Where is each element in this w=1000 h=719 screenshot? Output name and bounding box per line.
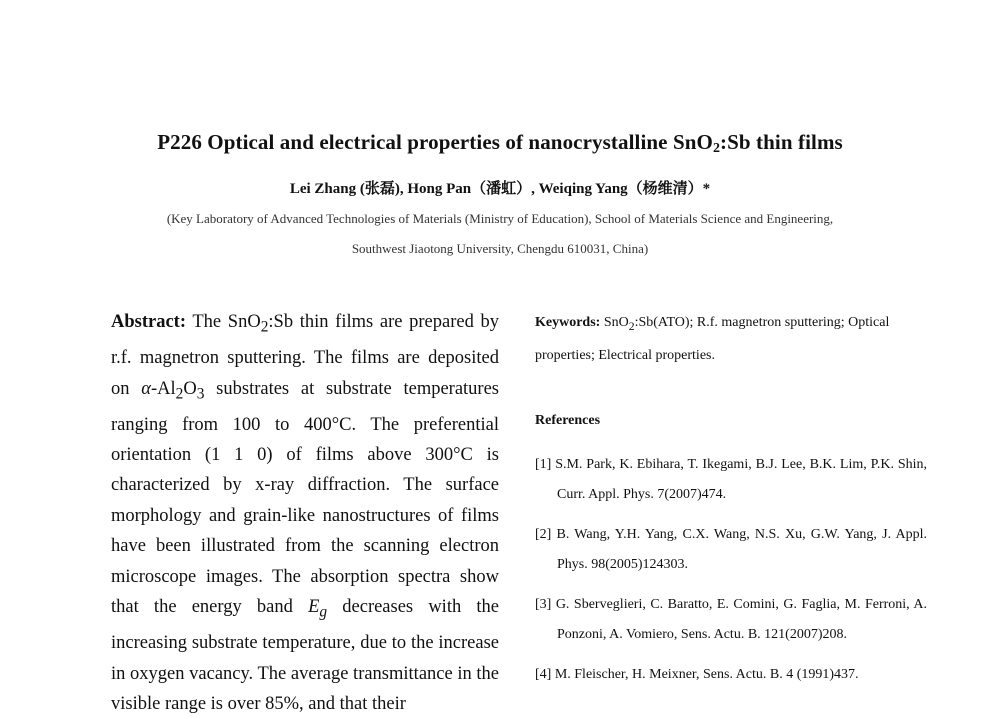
alpha-symbol: α (141, 378, 151, 399)
references-heading: References (535, 413, 601, 428)
reference-item: [4] M. Fleischer, H. Meixner, Sens. Actu. B. 4 (1991)437. (535, 667, 859, 682)
references-list (535, 450, 927, 700)
abstract-subscript: 2 (175, 385, 184, 403)
author-list: Lei Zhang (张磊), Hong Pan（潘虹）, Weiqing Yang（杨维清）* (289, 181, 711, 197)
abstract-text: -Al (150, 378, 176, 399)
keywords-subscript: 2 (628, 319, 635, 333)
keywords-label: Keywords: (535, 315, 601, 330)
paper-title (0, 130, 1000, 157)
energy-subscript: g (319, 603, 328, 621)
title-subscript: 2 (712, 141, 721, 156)
title-text: P226 Optical and electrical properties of nanocrystalline SnO (157, 130, 713, 154)
keywords-text: :Sb(ATO); R.f. magnetron sputtering; Optical properties; Electrical properties. (535, 315, 890, 363)
reference-item: [2] B. Wang, Y.H. Yang, C.X. Wang, N.S. Xu, G.W. Yang, J. Appl. Phys. 98(2005)124303. (535, 527, 927, 572)
keywords-section (535, 308, 927, 370)
abstract-subscript: 3 (196, 385, 205, 403)
abstract-label: Abstract: (111, 312, 187, 332)
affiliation-line-1: (Key Laboratory of Advanced Technologies of Materials (Ministry of Education), School of Materials Science and Engineering, (166, 211, 834, 226)
abstract-text: O (183, 378, 197, 399)
reference-item: [1] S.M. Park, K. Ebihara, T. Ikegami, B.J. Lee, B.K. Lim, P.K. Shin, Curr. Appl. Phys. 7(2007)474. (535, 457, 927, 502)
abstract-section (111, 307, 499, 719)
abstract-paragraph (111, 307, 499, 719)
title-text-end: :Sb thin films (720, 130, 843, 154)
affiliation-line-2: Southwest Jiaotong University, Chengdu 610031, China) (351, 241, 649, 256)
abstract-text: substrates at substrate temperatures ranging from 100 to 400°C. The preferential orientation (1 1 0) of films above 300°C is characterized by x-ray diffraction. The surface morphology and grain-like nanostructures of films have been illustrated from the scanning electron microscope images. The absorption spectra show that the energy band (111, 378, 500, 618)
reference-item: [3] G. Sberveglieri, C. Baratto, E. Comini, G. Faglia, M. Ferroni, A. Ponzoni, A. Vomiero, Sens. Actu. B. 121(2007)208. (535, 597, 927, 642)
abstract-text: decreases with the increasing substrate temperature, due to the increase in oxygen vacancy. The average transmittance in the visible range is over 85%, and that their (111, 597, 499, 714)
abstract-text: :Sb thin films are prepared by r.f. magnetron sputtering. The films are deposited on (111, 312, 500, 399)
abstract-subscript: 2 (260, 318, 269, 336)
energy-symbol: E (308, 597, 320, 618)
abstract-text: The SnO (186, 312, 261, 332)
keywords-text: SnO (600, 315, 629, 330)
